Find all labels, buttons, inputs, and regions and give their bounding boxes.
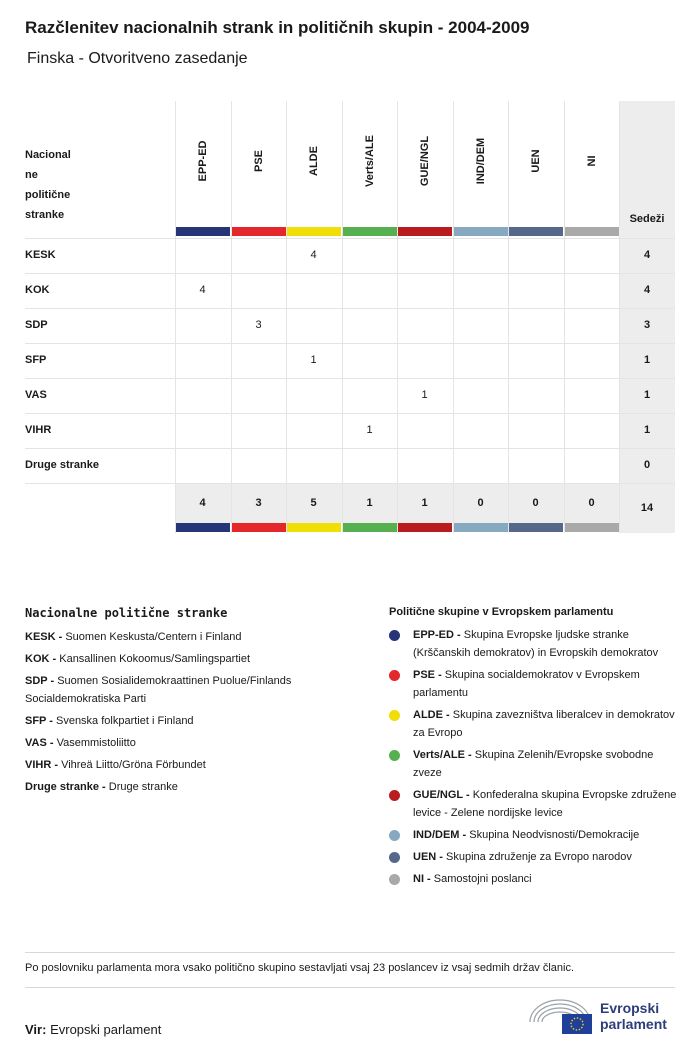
row-seats: 4 bbox=[643, 249, 651, 261]
header-line: Nacional bbox=[25, 149, 71, 161]
column-header-guengl bbox=[397, 101, 452, 226]
legend-abbr: VAS - bbox=[25, 737, 54, 749]
column-total: 0 bbox=[532, 497, 539, 509]
legend-item bbox=[389, 786, 679, 822]
group-color-bar bbox=[454, 227, 508, 236]
group-color-dot bbox=[389, 670, 400, 681]
legend-name: Skupina Evropske ljudske stranke (Krščanskih demokratov) in Evropskih demokratov bbox=[413, 629, 659, 659]
row-party-label: SFP bbox=[25, 354, 47, 366]
row-seats: 4 bbox=[643, 284, 651, 296]
legend-title: Nacionalne politične stranke bbox=[25, 606, 228, 620]
group-color-dot bbox=[389, 790, 400, 801]
row-divider bbox=[25, 238, 675, 239]
column-total: 4 bbox=[199, 497, 206, 509]
row-divider bbox=[25, 378, 675, 379]
column-total: 3 bbox=[255, 497, 262, 509]
legend-items bbox=[25, 628, 365, 796]
parliament-hemicycle-icon bbox=[528, 996, 594, 1036]
group-color-dot bbox=[389, 630, 400, 641]
legend-item bbox=[389, 848, 679, 866]
political-groups-legend bbox=[389, 606, 679, 892]
page-title: Razčlenitev nacionalnih strank in političnih skupin - 2004-2009 bbox=[25, 18, 530, 37]
row-seats: 1 bbox=[643, 389, 651, 401]
row-party-label: KOK bbox=[25, 284, 50, 296]
column-header-uen bbox=[508, 101, 563, 226]
source-text: Evropski parlament bbox=[50, 1022, 162, 1037]
row-seats: 0 bbox=[643, 459, 651, 471]
national-parties-legend bbox=[25, 606, 365, 800]
table-cell: 4 bbox=[310, 249, 317, 261]
group-color-bar bbox=[565, 227, 619, 236]
column-header-ni bbox=[564, 101, 619, 226]
row-seats: 1 bbox=[643, 424, 651, 436]
column-header-inddem bbox=[453, 101, 508, 226]
group-label: IND/DEM bbox=[474, 137, 487, 185]
column-total: 1 bbox=[366, 497, 373, 509]
legend-abbr: GUE/NGL - bbox=[413, 789, 470, 801]
legend-item bbox=[389, 826, 679, 844]
legend-name: Samostojni poslanci bbox=[433, 873, 532, 885]
column-total: 0 bbox=[588, 497, 595, 509]
group-color-bar bbox=[398, 523, 452, 532]
legend-abbr: ALDE - bbox=[413, 709, 450, 721]
legend-name: Skupina združenje za Evropo narodov bbox=[446, 851, 632, 863]
legend-abbr: VIHR - bbox=[25, 759, 58, 771]
legend-abbr: Verts/ALE - bbox=[413, 749, 472, 761]
header-line: politične bbox=[25, 189, 71, 201]
table-cell: 3 bbox=[255, 319, 262, 331]
legend-item bbox=[389, 626, 679, 662]
divider bbox=[25, 952, 675, 953]
distribution-table bbox=[25, 101, 675, 533]
legend-name: Skupina socialdemokratov v Evropskem parlamentu bbox=[413, 669, 640, 699]
row-party-label: SDP bbox=[25, 319, 48, 331]
table-cell: 1 bbox=[310, 354, 317, 366]
legend-name: Vasemmistoliitto bbox=[56, 737, 136, 749]
table-cell: 4 bbox=[199, 284, 206, 296]
legend-name: Konfederalna skupina Evropske združene levice - Zelene nordijske levice bbox=[413, 789, 677, 819]
group-color-bar bbox=[343, 523, 397, 532]
group-color-bar bbox=[398, 227, 452, 236]
row-party-label: VAS bbox=[25, 389, 47, 401]
group-label: GUE/NGL bbox=[418, 135, 431, 187]
column-header-alde bbox=[286, 101, 341, 226]
legend-item bbox=[25, 650, 365, 668]
legend-name: Kansallinen Kokoomus/Samlingspartiet bbox=[59, 653, 251, 665]
group-color-dot bbox=[389, 830, 400, 841]
group-color-bar bbox=[287, 523, 341, 532]
table-cell: 1 bbox=[366, 424, 373, 436]
legend-item bbox=[389, 746, 679, 782]
european-parliament-logo bbox=[528, 996, 678, 1038]
source-label: Vir: bbox=[25, 1022, 47, 1037]
footnote: Po poslovniku parlamenta mora vsako politično skupino sestavljati vsaj 23 poslancev iz vsaj sedmih držav članic. bbox=[25, 962, 575, 974]
legend-abbr: UEN - bbox=[413, 851, 443, 863]
row-divider bbox=[25, 483, 675, 484]
group-color-dot bbox=[389, 750, 400, 761]
row-divider bbox=[25, 448, 675, 449]
legend-name: Skupina zavezništva liberalcev in demokratov za Evropo bbox=[413, 709, 675, 739]
legend-abbr: SDP - bbox=[25, 675, 55, 687]
group-label: PSE bbox=[252, 149, 265, 173]
source-line bbox=[25, 1022, 161, 1037]
row-divider bbox=[25, 413, 675, 414]
legend-name: Suomen Sosialidemokraattinen Puolue/Finlands Socialdemokratiska Parti bbox=[25, 675, 292, 705]
group-label: NI bbox=[585, 155, 598, 167]
legend-name: Druge stranke bbox=[108, 781, 178, 793]
legend-item bbox=[389, 706, 679, 742]
legend-item bbox=[389, 666, 679, 702]
legend-abbr: KOK - bbox=[25, 653, 57, 665]
logo-wordmark bbox=[600, 1000, 667, 1032]
group-label: UEN bbox=[529, 149, 542, 173]
group-color-dot bbox=[389, 874, 400, 885]
group-color-bar bbox=[509, 227, 563, 236]
legend-item bbox=[25, 756, 365, 774]
row-divider bbox=[25, 273, 675, 274]
legend-abbr: SFP - bbox=[25, 715, 53, 727]
legend-item bbox=[389, 870, 679, 888]
column-header-vertsale bbox=[342, 101, 397, 226]
group-label: Verts/ALE bbox=[363, 135, 376, 187]
total-seats: 14 bbox=[640, 502, 654, 514]
row-divider bbox=[25, 308, 675, 309]
seats-header: Sedeži bbox=[629, 213, 665, 225]
group-color-bar bbox=[176, 523, 230, 532]
legend-abbr: Druge stranke - bbox=[25, 781, 106, 793]
legend-abbr: NI - bbox=[413, 873, 431, 885]
legend-item bbox=[25, 672, 365, 708]
group-color-dot bbox=[389, 710, 400, 721]
divider bbox=[25, 987, 675, 988]
legend-name: Skupina Neodvisnosti/Demokracije bbox=[469, 829, 640, 841]
row-party-label: KESK bbox=[25, 249, 56, 261]
legend-name: Svenska folkpartiet i Finland bbox=[55, 715, 194, 727]
national-parties-header bbox=[25, 145, 71, 225]
legend-name: Suomen Keskusta/Centern i Finland bbox=[65, 631, 242, 643]
header-line: stranke bbox=[25, 209, 65, 221]
column-header-pse bbox=[231, 101, 286, 226]
column-total: 5 bbox=[310, 497, 317, 509]
group-color-bar bbox=[176, 227, 230, 236]
row-party-label: Druge stranke bbox=[25, 459, 99, 471]
row-seats: 3 bbox=[643, 319, 651, 331]
column-header-epped bbox=[175, 101, 230, 226]
group-color-bar bbox=[565, 523, 619, 532]
row-seats: 1 bbox=[643, 354, 651, 366]
legend-item bbox=[25, 778, 365, 796]
column-total: 1 bbox=[421, 497, 428, 509]
row-party-label: VIHR bbox=[25, 424, 52, 436]
legend-abbr: EPP-ED - bbox=[413, 629, 461, 641]
legend-name: Skupina Zelenih/Evropske svobodne zveze bbox=[413, 749, 654, 779]
legend-title: Politične skupine v Evropskem parlamentu bbox=[389, 606, 614, 618]
table-cell: 1 bbox=[421, 389, 428, 401]
legend-item bbox=[25, 712, 365, 730]
legend-name: Vihreä Liitto/Gröna Förbundet bbox=[61, 759, 206, 771]
page-subtitle: Finska - Otvoritveno zasedanje bbox=[27, 50, 248, 67]
group-color-bar bbox=[232, 227, 286, 236]
legend-item bbox=[25, 628, 365, 646]
group-color-bar bbox=[509, 523, 563, 532]
row-divider bbox=[25, 343, 675, 344]
group-color-bar bbox=[343, 227, 397, 236]
legend-abbr: IND/DEM - bbox=[413, 829, 467, 841]
legend-items bbox=[389, 626, 679, 888]
group-color-bar bbox=[454, 523, 508, 532]
group-color-bar bbox=[287, 227, 341, 236]
logo-line: parlament bbox=[600, 1016, 667, 1032]
seats-bar bbox=[619, 227, 675, 236]
legend-abbr: KESK - bbox=[25, 631, 63, 643]
group-color-dot bbox=[389, 852, 400, 863]
group-label: ALDE bbox=[307, 146, 320, 176]
logo-line: Evropski bbox=[600, 1000, 660, 1016]
header-line: ne bbox=[25, 169, 38, 181]
legend-item bbox=[25, 734, 365, 752]
legend-abbr: PSE - bbox=[413, 669, 442, 681]
group-color-bar bbox=[232, 523, 286, 532]
column-total: 0 bbox=[477, 497, 484, 509]
group-label: EPP-ED bbox=[196, 140, 209, 182]
